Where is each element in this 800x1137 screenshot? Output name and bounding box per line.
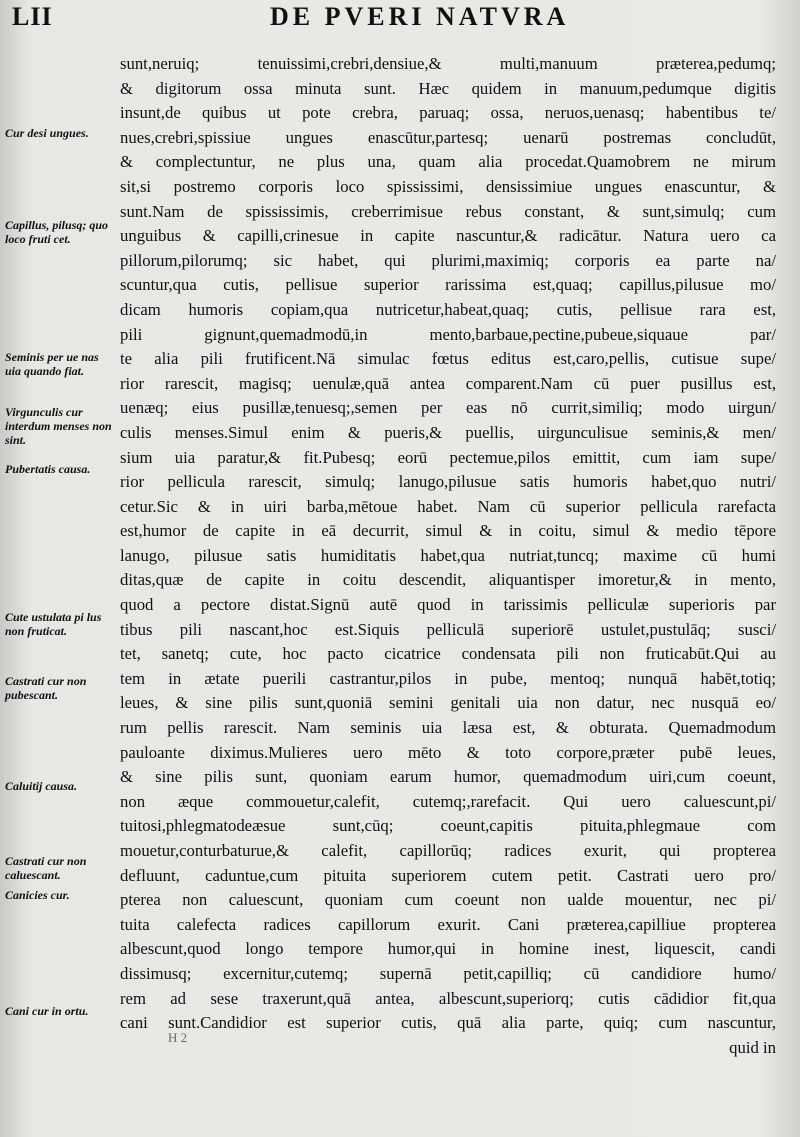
page-header [0, 0, 800, 34]
text-line: tem in ætate puerili castrantur,pilos in pube, mentoq; nunquā habēt,totiq; [120, 668, 776, 688]
text-line: tibus pili nascant,hoc est.Siquis pelliculā superiorē ustulet,pustulāq; susci/ [120, 619, 776, 639]
text-line: albescunt,quod longo tempore humor,qui in homine inest, liquescit, candi [120, 939, 776, 959]
text-line: lanugo, pilusue satis humiditatis habet,qua nutriat,tuncq; maxime cū humi [120, 545, 776, 565]
margin-note: Pubertatis causa. [5, 462, 91, 476]
text-line: sit,si postremo corporis loco spississimi, densissimiue ungues enascuntur, & [120, 176, 776, 196]
text-line: insunt,de quibus ut pote crebra, paruaq; ossa, neruos,uenasq; habentibus te/ [120, 103, 776, 123]
text-line: pili gignunt,quemadmodū,in mento,barbaue,pectine,pubeue,siquaue par/ [120, 324, 776, 344]
text-line: rum pellis rarescit. Nam seminis uia læsa est, & obturata. Quemadmodum [120, 718, 776, 738]
text-line: culis menses.Simul enim & pueris,& puellis, uirgunculisue seminis,& men/ [120, 422, 776, 442]
text-line: quod a pectore distat.Signū autē quod in tarissimis pelliculæ superioris par [120, 595, 776, 615]
catchword: quid in [729, 1037, 776, 1057]
text-line: tuitosi,phlegmatodeæsue sunt,cūq; coeunt,capitis pituita,phlegmaue com [120, 816, 776, 836]
text-line: sunt,neruiq; tenuissimi,crebri,densiue,& multi,manuum præterea,pedumq; [120, 54, 776, 73]
text-line: & sine pilis sunt, quoniam earum humor, quemadmodum uiri,cum coeunt, [120, 767, 776, 787]
text-line: tet, sanetq; cute, hoc pacto cicatrice condensata pili non fruticabūt.Qui au [120, 644, 776, 664]
text-line: & digitorum ossa minuta sunt. Hæc quidem in manuum,pedumque digitis [120, 78, 776, 98]
margin-note: Caluitij causa. [5, 779, 78, 793]
margin-note: Canicies cur. [5, 888, 70, 902]
text-line: non æque commouetur,calefit, cutemq;,rarefacit. Qui uero caluescunt,pi/ [120, 791, 776, 811]
margin-note: Cani cur in ortu. [5, 1004, 89, 1018]
margin-note: Virgunculis cur interdum menses non sint. [5, 405, 112, 447]
text-line: nues,crebri,spissiue ungues enascūtur,partesq; uenarū postremas concludūt, [120, 127, 776, 147]
text-line: uenæq; eius pusillæ,tenuesq;,semen per eas nō currit,similiq; modo uirgun/ [120, 398, 776, 418]
text-line: scuntur,qua cutis, pellisue superior rarissima est,quaq; capillus,pilusue mo/ [120, 275, 776, 295]
text-line: ditas,quæ de capite in coitu descendit, aliquantisper imoretur,& in mento, [120, 570, 776, 590]
text-line: pauloante diximus.Mulieres uero mēto & toto corpore,præter pubē leues, [120, 742, 776, 762]
margin-note: Cur desi ungues. [5, 126, 89, 140]
margin-note: Cute ustulata pi lus non fruticat. [5, 610, 102, 638]
text-line: sunt.Nam de spississimis, creberrimisue rebus constant, & sunt,simulq; cum [120, 201, 776, 221]
running-head: DE PVERI NATVRA [270, 2, 570, 31]
text-line: pillorum,pilorumq; sic habet, qui plurimi,maximiq; corporis ea parte na/ [120, 250, 776, 270]
margin-note: Castrati cur non caluescant. [5, 854, 87, 882]
text-line: leues, & sine pilis sunt,quoniā semini genitali uia non datur, nec nusquā eo/ [120, 693, 776, 713]
text-line: defluunt, caduntue,cum pituita superiorem cutem petit. Castrati uero pro/ [120, 865, 776, 885]
text-line: dicam humoris copiam,qua nutricetur,habeat,quaq; cutis, pellisue rara est, [120, 299, 776, 319]
margin-note: Castrati cur non pubescant. [5, 674, 87, 702]
text-line: te alia pili frutificent.Nā simulac fœtus editus est,caro,pellis, cutisue supe/ [120, 349, 776, 369]
text-line: est,humor de capite in eā decurrit, simul & in coitu, simul & medio tēpore [120, 521, 776, 541]
text-line: rior rarescit, magisq; uenulæ,quā antea comparent.Nam cū puer pusillus est, [120, 373, 776, 393]
text-line: mouetur,conturbaturue,& calefit, capillorūq; radices exurit, qui propterea [120, 841, 776, 860]
text-line: unguibus & capilli,crinesue in capite nascuntur,& radicātur. Natura uero ca [120, 226, 776, 246]
body-text [120, 52, 776, 1060]
margin-notes [0, 0, 118, 1137]
text-line: sium uia paratur,& fit.Pubesq; eorū pectemue,pilos emittit, cum iam supe/ [120, 447, 776, 467]
signature-mark: H 2 [168, 1030, 188, 1045]
margin-note: Seminis per ue nas uia quando fiat. [5, 350, 99, 378]
margin-note: Capillus, pilusq; quo loco fruti cet. [5, 218, 109, 246]
text-line: tuita calefecta radices capillorum exurit. Cani præterea,capilliue propterea [120, 914, 776, 934]
text-line: rior pellicula rarescit, simulq; lanugo,pilusue satis humoris habet,quo nutri/ [120, 472, 776, 492]
text-line: cetur.Sic & in uiri barba,mētoue habet. Nam cū superior pellicula rarefacta [120, 496, 776, 516]
text-line: cani sunt.Candidior est superior cutis, quā alia parte, quiq; cum nascuntur, [120, 1013, 776, 1033]
text-line: & complectuntur, ne plus una, quam alia procedat.Quamobrem ne mirum [120, 152, 776, 172]
folio-number: LII [12, 2, 53, 31]
text-line: rem ad sese traxerunt,quā antea, albescunt,superiorq; cutis cādidior fit,qua [120, 988, 776, 1008]
text-line: pterea non caluescunt, quoniam cum coeunt non ualde mouentur, nec pi/ [120, 890, 776, 910]
text-line: dissimusq; excernitur,cutemq; supernā petit,capilliq; cū candidiore humo/ [120, 963, 776, 983]
